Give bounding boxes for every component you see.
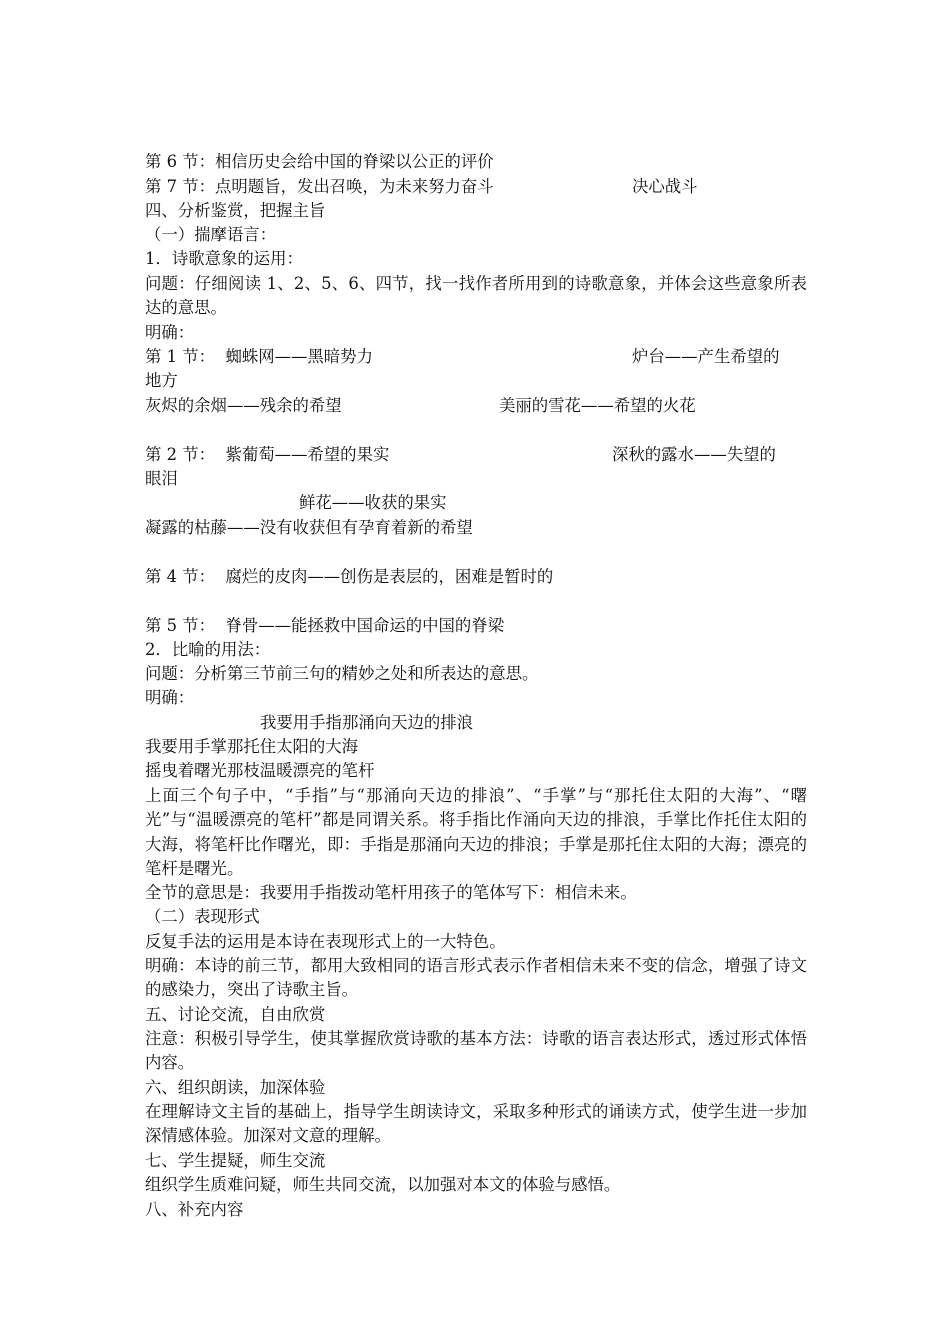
question-1: 问题：仔细阅读 1、2、5、6、四节，找一找作者所用到的诗歌意象，并体会这些意象所表达的意思。 xyxy=(145,274,807,318)
section-2-right: 深秋的露水——失望的 xyxy=(612,445,776,464)
heading-5: 五、讨论交流，自由欣赏 xyxy=(145,1005,326,1024)
subheading-2: （二）表现形式 xyxy=(145,907,260,926)
section-6-line: 第 6 节：相信历史会给中国的脊梁以公正的评价 xyxy=(145,152,494,171)
paragraph-form-answer: 明确：本诗的前三节，都用大致相同的语言形式表示作者相信未来不变的信念，增强了诗文的感染力，突出了诗歌主旨。 xyxy=(145,956,807,1000)
verse-2: 我要用手掌那托住太阳的大海 xyxy=(145,737,359,756)
section-1-right: 炉台——产生希望的 xyxy=(632,347,780,366)
section-7-line: 第 7 节：点明题旨，发出召唤，为未来努力奋斗 xyxy=(145,177,494,196)
verse-1: 我要用手指那涌向天边的排浪 xyxy=(260,713,474,732)
section-1-continued: 地方 xyxy=(145,371,178,390)
item-2: 2．比喻的用法： xyxy=(145,640,271,659)
section-1-images: 第 1 节： 蜘蛛网——黑暗势力 xyxy=(145,347,373,366)
section-2-images: 第 2 节： 紫葡萄——希望的果实 xyxy=(145,445,390,464)
section-2-vine: 凝露的枯藤——没有收获但有孕育着新的希望 xyxy=(145,518,473,537)
paragraph-discussion: 注意：积极引导学生，使其掌握欣赏诗歌的基本方法：诗歌的语言表达形式，透过形式体悟内容。 xyxy=(145,1029,807,1073)
answer-label-1: 明确： xyxy=(145,323,195,342)
heading-4: 四、分析鉴赏，把握主旨 xyxy=(145,201,326,220)
answer-label-2: 明确： xyxy=(145,688,195,707)
section-5-images: 第 5 节： 脊骨——能拯救中国命运的中国的脊梁 xyxy=(145,616,505,635)
heading-6: 六、组织朗读，加深体验 xyxy=(145,1078,326,1097)
paragraph-form: 反复手法的运用是本诗在表现形式上的一大特色。 xyxy=(145,932,506,951)
question-2: 问题：分析第三节前三句的精妙之处和所表达的意思。 xyxy=(145,664,539,683)
paragraph-questions: 组织学生质难问疑，师生共同交流，以加强对本文的体验与感悟。 xyxy=(145,1175,621,1194)
paragraph-metaphor: 上面三个句子中，“手指”与“那涌向天边的排浪”、“手掌”与“那托住太阳的大海”、“曙光”与“温暖漂亮的笔杆”都是同谓关系。将手指比作涌向天边的排浪，手掌比作托住太阳的大海，将笔杆比作曙光，即：手指是那涌向天边的排浪；手掌是那托住太阳的大海；漂亮的笔杆是曙光。 xyxy=(145,786,807,878)
item-1: 1．诗歌意象的运用： xyxy=(145,249,303,268)
section-2-flower: 鲜花——收获的果实 xyxy=(299,493,447,512)
paragraph-reading: 在理解诗文主旨的基础上，指导学生朗读诗文，采取多种形式的诵读方式，使学生进一步加深情感体验。加深对文意的理解。 xyxy=(145,1102,807,1146)
verse-3: 摇曳着曙光那枝温暖漂亮的笔杆 xyxy=(145,761,375,780)
section-4-images: 第 4 节： 腐烂的皮肉——创伤是表层的，困难是暂时的 xyxy=(145,567,554,586)
section-2-continued: 眼泪 xyxy=(145,469,178,488)
paragraph-meaning: 全节的意思是：我要用手指拨动笔杆用孩子的笔体写下：相信未来。 xyxy=(145,883,637,902)
section-1-right-2: 美丽的雪花——希望的火花 xyxy=(499,396,696,415)
heading-7: 七、学生提疑，师生交流 xyxy=(145,1151,326,1170)
heading-8: 八、补充内容 xyxy=(145,1200,244,1219)
section-1-images-2: 灰烬的余烟——残余的希望 xyxy=(145,396,342,415)
subheading-1: （一）揣摩语言： xyxy=(145,225,277,244)
section-7-right: 决心战斗 xyxy=(632,177,698,196)
